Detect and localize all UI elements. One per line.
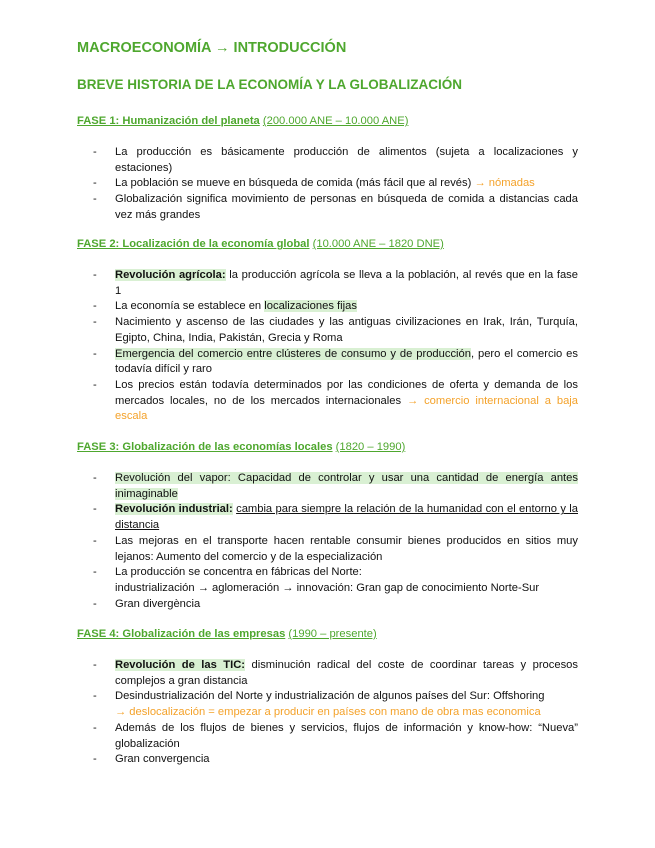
phase-period: (1820 – 1990) xyxy=(335,441,406,453)
phase-2-heading xyxy=(77,238,444,250)
item-text: Gran convergencia xyxy=(115,753,210,766)
list-item xyxy=(93,689,578,720)
item-text: , pero el comercio es todavía difícil y raro xyxy=(115,347,578,376)
list-item xyxy=(93,721,578,752)
phase-3-list xyxy=(93,471,578,612)
item-text: Gran divergència xyxy=(115,597,201,610)
item-strong: Revolución agrícola: xyxy=(115,269,226,281)
item-strong: Revolución industrial: xyxy=(115,503,233,516)
list-item xyxy=(93,502,578,533)
list-item xyxy=(93,176,578,192)
item-note: → deslocalización = empezar a producir en países con mano de obra mas economica xyxy=(115,706,541,719)
phase-1-list xyxy=(93,145,578,224)
list-item xyxy=(93,268,578,299)
page-title: MACROECONOMÍA → INTRODUCCIÓN xyxy=(77,40,347,56)
phase-4-list xyxy=(93,658,578,768)
item-text: La producción es básicamente producción de alimentos (sujeta a localizaciones y estaciones) xyxy=(115,146,578,174)
list-item xyxy=(93,534,578,565)
phase-period: (10.000 ANE – 1820 DNE) xyxy=(312,238,444,250)
item-text: La producción se concentra en fábricas del Norte: xyxy=(115,566,362,579)
list-item xyxy=(93,378,578,425)
phase-4-heading xyxy=(77,628,377,640)
item-text: Desindustrialización del Norte y industrialización de algunos países del Sur: Offshoring xyxy=(115,690,545,703)
phase-period: (1990 – presente) xyxy=(288,628,377,640)
phase-title: FASE 3: Globalización de las economías locales xyxy=(77,441,333,453)
item-underline: cambia para siempre la relación de la humanidad con el entorno y la distancia xyxy=(115,503,578,532)
list-item xyxy=(93,597,578,613)
list-item xyxy=(93,658,578,689)
item-highlight: localizaciones fijas xyxy=(264,300,357,313)
item-text: Las mejoras en el transporte hacen rentable consumir bienes producidos en sitios muy lejanos: Aumento del comercio y de la especialización xyxy=(115,534,578,563)
item-note: → nómadas xyxy=(474,177,535,190)
section-title: BREVE HISTORIA DE LA ECONOMÍA Y LA GLOBALIZACIÓN xyxy=(77,77,463,92)
list-item xyxy=(93,471,578,502)
item-text: Además de los flujos de bienes y servicios, flujos de información y know-how: “Nueva” globalización xyxy=(115,721,578,750)
phase-title: FASE 1: Humanización del planeta xyxy=(77,115,260,127)
phase-title: FASE 4: Globalización de las empresas xyxy=(77,628,286,640)
item-text: La población se mueve en búsqueda de comida (más fácil que al revés) xyxy=(115,177,475,190)
item-text: Nacimiento y ascenso de las ciudades y las antiguas civilizaciones en Irak, Irán, Turquía, Egipto, China, India, Pakistán, Grecia y Roma xyxy=(115,316,578,344)
list-item xyxy=(93,299,578,315)
phase-3-heading xyxy=(77,441,405,453)
item-text: La economía se establece en xyxy=(115,300,265,313)
item-highlight: Emergencia del comercio entre clústeres de consumo y de producción xyxy=(115,347,471,360)
item-text: disminución radical del coste de coordinar tareas y procesos complejos a gran distancia xyxy=(115,659,578,687)
item-text: Globalización significa movimiento de personas en búsqueda de comida a distancias cada vez más grandes xyxy=(115,193,578,221)
phase-1-heading xyxy=(77,115,408,127)
item-note: → comercio internacional a baja escala xyxy=(115,394,578,423)
list-item xyxy=(93,565,578,596)
phase-2-list xyxy=(93,268,578,425)
list-item xyxy=(93,347,578,378)
item-strong: Revolución de las TIC: xyxy=(115,659,246,671)
item-text: la producción agrícola se lleva a la población, al revés que en la fase 1 xyxy=(115,269,578,297)
item-highlight: Revolución del vapor: Capacidad de controlar y usar una cantidad de energía antes inimaginable xyxy=(115,472,578,500)
item-text: Los precios están todavía determinados por las condiciones de oferta y demanda de los mercados locales, no de los mercados internacionales xyxy=(115,378,578,407)
list-item xyxy=(93,192,578,223)
list-item xyxy=(93,315,578,346)
item-text-line-2: industrialización → aglomeración → innovación: Gran gap de conocimiento Norte-Sur xyxy=(115,581,540,594)
list-item xyxy=(93,752,578,768)
phase-period: (200.000 ANE – 10.000 ANE) xyxy=(262,115,409,127)
list-item xyxy=(93,145,578,176)
phase-title: FASE 2: Localización de la economía global xyxy=(77,238,310,250)
